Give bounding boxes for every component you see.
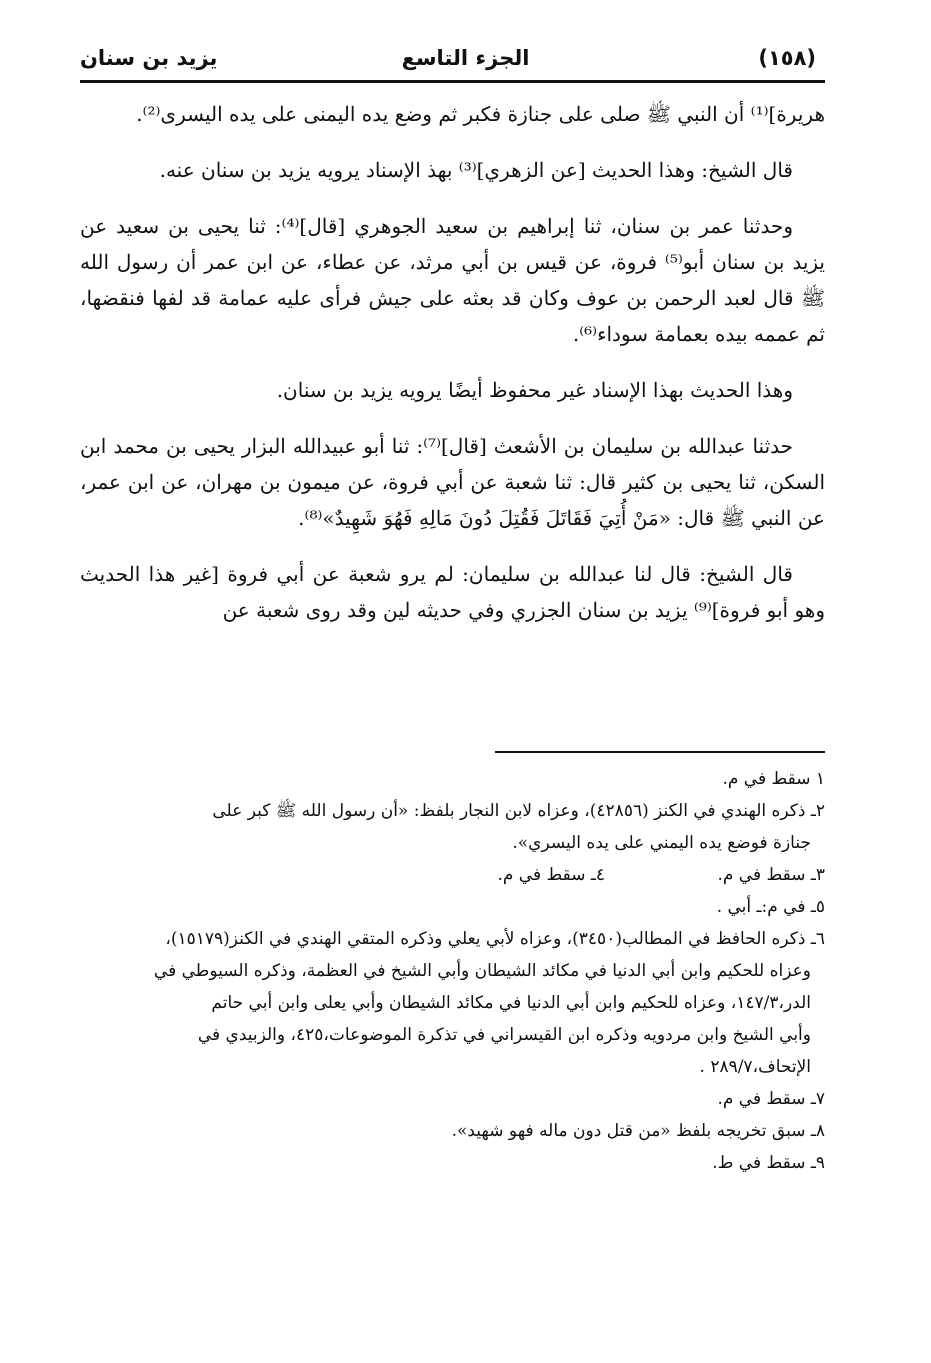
paragraph-6: قال الشيخ: قال لنا عبدالله بن سليمان: لم يرو شعبة عن أبي فروة [غير هذا الحديث وهو أبو فروة]⁽⁹⁾ يزيد بن سنان الجزري وفي حديثه لين وقد روى شعبة عن [80, 562, 825, 622]
footnotes [80, 763, 825, 1179]
paragraph-1: هريرة]⁽¹⁾ أن النبي ﷺ صلى على جنازة فكبر ثم وضع يده اليمنى على يده اليسرى⁽²⁾. [136, 102, 825, 126]
footnote-9: ٩ـ سقط في ط. [712, 1153, 825, 1173]
footnote-6: ٦ـ ذكره الحافظ في المطالب(٣٤٥٠)، وعزاه لأبي يعلي وذكره المتقي الهندي في الكنز(١٥١٧٩)، [165, 929, 825, 949]
footnote-6-cont-1: وعزاه للحكيم وابن أبي الدنيا في مكائد الشيطان وأبي الشيخ في العظمة، وذكره السيوطي في [153, 961, 811, 981]
header-rule [80, 80, 825, 83]
page-number: (١٥٨) [758, 46, 816, 70]
running-head-narrator: يزيد بن سنان [80, 46, 218, 70]
footnote-2-cont: جنازة فوضع يده اليمني على يده اليسري». [512, 833, 811, 853]
paragraph-3: وحدثنا عمر بن سنان، ثنا إبراهيم بن سعيد الجوهري [قال]⁽⁴⁾: ثنا يحيى بن سعيد عن يزيد بن سنان أبو⁽⁵⁾ فروة، عن قيس بن أبي مرثد، عن عطاء، عن ابن عمر أن رسول الله ﷺ قال لعبد الرحمن بن عوف وكان قد بعثه على جيش فرأى عليه عمامة قد لفها فنقضها، ثم عممه بيده بعمامة سوداء⁽⁶⁾. [80, 214, 825, 346]
footnote-1: ١ سقط في م. [722, 769, 825, 789]
paragraph-4: وهذا الحديث بهذا الإسناد غير محفوظ أيضًا يرويه يزيد بن سنان. [276, 378, 793, 402]
footnote-6-cont-2: الدر،١٤٧/٣، وعزاه للحكيم وابن أبي الدنيا في مكائد الشيطان وأبي يعلى وابن أبي حاتم [211, 993, 811, 1013]
main-text [80, 96, 825, 628]
part-title: الجزء التاسع [401, 46, 530, 70]
footnote-row-3-4 [80, 859, 825, 891]
footnote-5: ٥ـ في م:ـ أبي . [716, 897, 825, 917]
footnote-6-cont-4: الإتحاف،٢٨٩/٧ . [699, 1057, 811, 1077]
footnote-3: ٣ـ سقط في م. [717, 865, 825, 885]
paragraph-2: قال الشيخ: وهذا الحديث [عن الزهري]⁽³⁾ بهذ الإسناد يرويه يزيد بن سنان عنه. [159, 158, 793, 182]
footnote-2: ٢ـ ذكره الهندي في الكنز (٤٢٨٥٦)، وعزاه لابن النجار بلفظ: «أن رسول الله ﷺ كبر على [212, 801, 825, 821]
footnote-separator [495, 751, 825, 753]
footnote-7: ٧ـ سقط في م. [717, 1089, 825, 1109]
footnote-4: ٤ـ سقط في م. [497, 865, 605, 885]
paragraph-5: حدثنا عبدالله بن سليمان بن الأشعث [قال]⁽⁷⁾: ثنا أبو عبيدالله البزار يحيى بن محمد ابن السكن، ثنا يحيى بن كثير قال: ثنا شعبة عن أبي فروة، عن ميمون بن مهران، عن ابن عمر، عن النبي ﷺ قال: «مَنْ أُتِيَ فَقَاتَلَ فَقُتِلَ دُونَ مَالِهِ فَهُوَ شَهِيدٌ»⁽⁸⁾. [80, 434, 825, 530]
footnote-6-cont-3: وأبي الشيخ وابن مردويه وذكره ابن القيسراني في تذكرة الموضوعات،٤٢٥، والزبيدي في [197, 1025, 811, 1045]
footnote-8: ٨ـ سبق تخريجه بلفظ «من قتل دون ماله فهو شهيد». [451, 1121, 825, 1141]
